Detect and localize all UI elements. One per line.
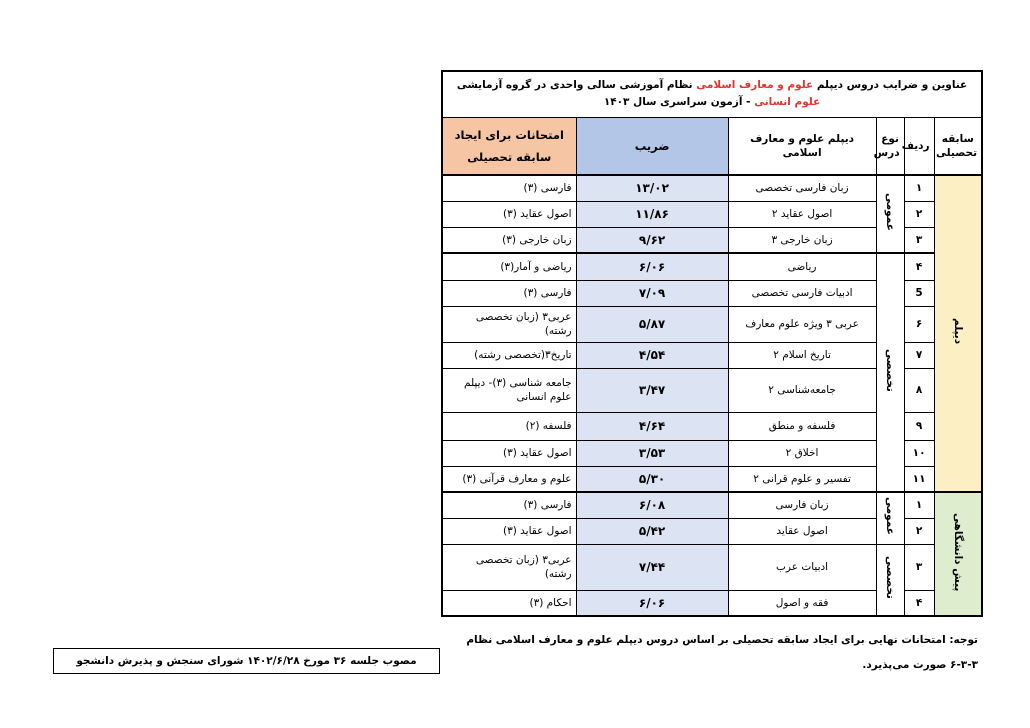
row-exam: ریاضی و آمار(۳)	[442, 253, 576, 280]
row-radif: ۴	[904, 590, 934, 616]
row-zarib: ۴/۶۴	[576, 412, 728, 440]
row-course: اصول عقاید ۲	[728, 201, 876, 227]
row-course: ریاضی	[728, 253, 876, 280]
row-zarib: ۳/۵۳	[576, 440, 728, 466]
row-radif: ۴	[904, 253, 934, 280]
row-radif: ۱	[904, 175, 934, 201]
header-zarib: ضریب	[576, 117, 728, 175]
note-text: توجه: امتحانات نهایی برای ایجاد سابقه تحصیلی بر اساس دروس دیپلم علوم و معارف اسلامی نظام ۳-۳-۶ صورت می‌پذیرد.	[466, 634, 978, 671]
row-exam: عربی۳ (زبان تخصصی رشته)	[442, 544, 576, 590]
row-radif: ۳	[904, 544, 934, 590]
row-course: ادبیات فارسی تخصصی	[728, 280, 876, 306]
row-zarib: ۱۳/۰۲	[576, 175, 728, 201]
row-radif: ۳	[904, 227, 934, 253]
row-zarib: ۵/۳۰	[576, 466, 728, 492]
row-course: زبان فارسی تخصصی	[728, 175, 876, 201]
row-exam: تاریخ۳(تخصصی رشته)	[442, 342, 576, 368]
row-zarib: ۶/۰۶	[576, 253, 728, 280]
row-course: اخلاق ۲	[728, 440, 876, 466]
row-exam: اصول عقاید (۳)	[442, 201, 576, 227]
row-exam: اصول عقاید (۳)	[442, 518, 576, 544]
row-exam: زبان خارجی (۳)	[442, 227, 576, 253]
row-course: ادبیات عرب	[728, 544, 876, 590]
row-radif: ۷	[904, 342, 934, 368]
row-exam: علوم و معارف قرآنی (۳)	[442, 466, 576, 492]
row-exam: فارسی (۳)	[442, 492, 576, 518]
row-zarib: ۴/۵۴	[576, 342, 728, 368]
header-course: دیپلم علوم و معارف اسلامی	[728, 117, 876, 175]
row-course: اصول عقاید	[728, 518, 876, 544]
row-zarib: ۶/۰۶	[576, 590, 728, 616]
header-exams: امتحانات برای ایجاد سابقه تحصیلی	[442, 117, 576, 175]
row-zarib: ۷/۴۴	[576, 544, 728, 590]
row-exam: فلسفه (۲)	[442, 412, 576, 440]
row-exam: اصول عقاید (۳)	[442, 440, 576, 466]
row-radif: ۱۱	[904, 466, 934, 492]
row-zarib: ۹/۶۲	[576, 227, 728, 253]
row-radif: ۲	[904, 518, 934, 544]
header-noe-dars: نوع درس	[876, 117, 904, 175]
row-course: عربی ۳ ویژه علوم معارف	[728, 306, 876, 342]
row-radif: 5	[904, 280, 934, 306]
row-course: فلسفه و منطق	[728, 412, 876, 440]
row-radif: ۹	[904, 412, 934, 440]
approval-box: مصوب جلسه ۳۶ مورخ ۱۴۰۲/۶/۲۸ شورای سنجش و پذیرش دانشجو	[53, 648, 440, 674]
row-zarib: ۵/۸۷	[576, 306, 728, 342]
row-radif: ۱۰	[904, 440, 934, 466]
row-course: زبان فارسی	[728, 492, 876, 518]
row-exam: فارسی (۳)	[442, 280, 576, 306]
header-sabeghe: سابقه تحصیلی	[934, 117, 982, 175]
row-exam: فارسی (۳)	[442, 175, 576, 201]
row-zarib: ۱۱/۸۶	[576, 201, 728, 227]
type-takhassosi: تخصصی	[876, 253, 904, 492]
row-course: فقه و اصول	[728, 590, 876, 616]
row-course: تفسیر و علوم قرانی ۲	[728, 466, 876, 492]
group-pre-university: پیش دانشگاهی	[934, 492, 982, 616]
row-radif: ۲	[904, 201, 934, 227]
table-title: عناوین و ضرایب دروس دیپلم علوم و معارف اسلامی نظام آموزشی سالی واحدی در گروه آزمایشی علوم انسانی - آزمون سراسری سال ۱۴۰۳	[442, 71, 982, 117]
row-course: زبان خارجی ۳	[728, 227, 876, 253]
type-omoomi: عمومی	[876, 175, 904, 253]
row-exam: جامعه شناسی (۳)- دیپلم علوم انسانی	[442, 368, 576, 412]
coefficients-table	[441, 70, 983, 617]
row-course: جامعه‌شناسی ۲	[728, 368, 876, 412]
row-radif: ۱	[904, 492, 934, 518]
row-radif: ۸	[904, 368, 934, 412]
row-radif: ۶	[904, 306, 934, 342]
group-diploma: دیپلم	[934, 175, 982, 492]
row-zarib: ۵/۴۲	[576, 518, 728, 544]
type-takhassosi: تخصصی	[876, 544, 904, 616]
row-zarib: ۳/۴۷	[576, 368, 728, 412]
row-exam: عربی۳ (زبان تخصصی رشته)	[442, 306, 576, 342]
row-course: تاریخ اسلام ۲	[728, 342, 876, 368]
row-exam: احکام (۳)	[442, 590, 576, 616]
row-zarib: ۶/۰۸	[576, 492, 728, 518]
type-omoomi: عمومی	[876, 492, 904, 544]
header-radif: ردیف	[904, 117, 934, 175]
row-zarib: ۷/۰۹	[576, 280, 728, 306]
